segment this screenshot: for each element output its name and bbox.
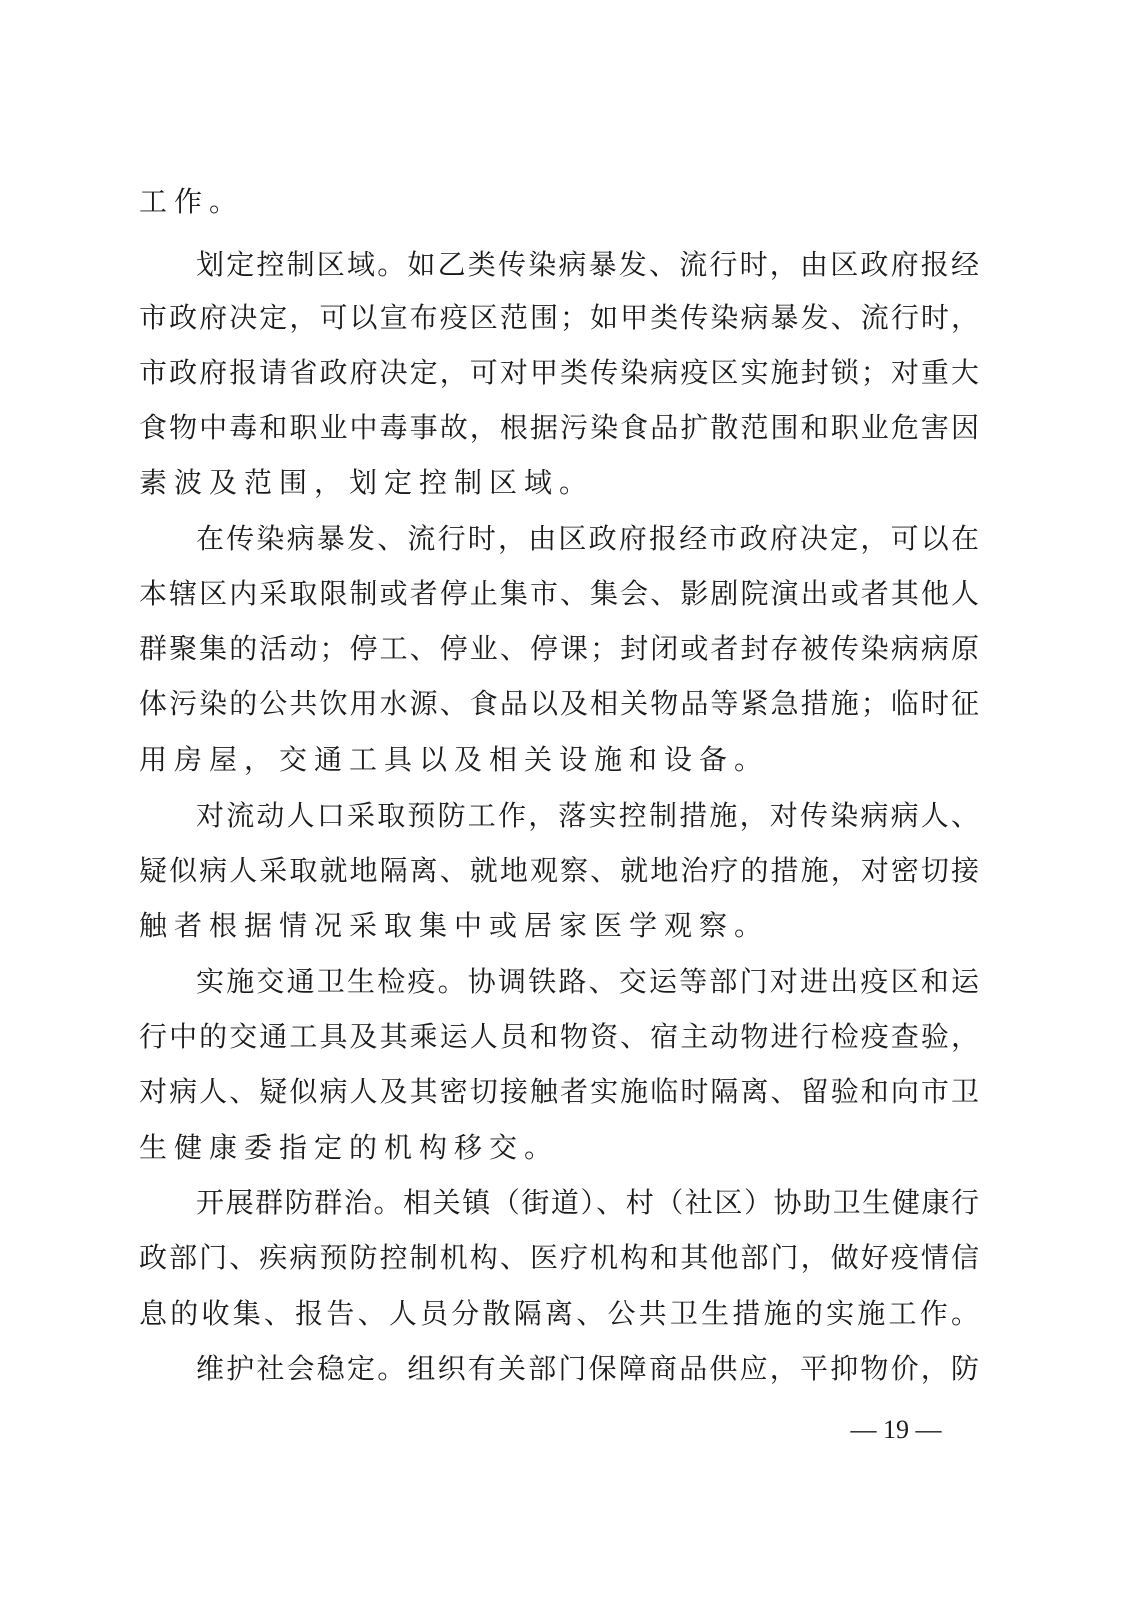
body-text-line: 行中的交通工具及其乘运人员和物资、宿主动物进行检疫查验， (139, 1020, 979, 1053)
body-text-line: 维护社会稳定。组织有关部门保障商品供应，平抑物价，防 (196, 1352, 979, 1385)
body-text-line: 群聚集的活动；停工、停业、停课；封闭或者封存被传染病病原 (139, 632, 979, 665)
page-number: — 19 — (850, 1415, 942, 1444)
body-text-line: 政部门、疾病预防控制机构、医疗机构和其他部门，做好疫情信 (139, 1241, 979, 1274)
body-text-line: 疑似病人采取就地隔离、就地观察、就地治疗的措施，对密切接 (139, 854, 979, 887)
body-text-line: 实施交通卫生检疫。协调铁路、交运等部门对进出疫区和运 (196, 965, 979, 998)
body-text-line: 食物中毒和职业中毒事故，根据污染食品扩散范围和职业危害因 (139, 411, 979, 444)
body-text-line: 市政府决定，可以宣布疫区范围；如甲类传染病暴发、流行时， (139, 301, 979, 334)
body-text-line: 市政府报请省政府决定，可对甲类传染病疫区实施封锁；对重大 (139, 356, 979, 389)
body-text-line: 在传染病暴发、流行时，由区政府报经市政府决定，可以在 (196, 522, 979, 555)
body-text-line: 息的收集、报告、人员分散隔离、公共卫生措施的实施工作。 (139, 1297, 979, 1330)
body-text-line: 对病人、疑似病人及其密切接触者实施临时隔离、留验和向市卫 (139, 1075, 979, 1108)
body-text-line: 对流动人口采取预防工作，落实控制措施，对传染病病人、 (196, 799, 979, 832)
body-text-line: 素波及范围，划定控制区域。 (139, 466, 595, 499)
body-text-line: 触者根据情况采取集中或居家医学观察。 (139, 909, 770, 942)
body-text-line: 工作。 (139, 185, 245, 218)
body-text-line: 生健康委指定的机构移交。 (139, 1131, 560, 1164)
body-text-line: 本辖区内采取限制或者停止集市、集会、影剧院演出或者其他人 (139, 577, 979, 610)
body-text-line: 划定控制区域。如乙类传染病暴发、流行时，由区政府报经 (196, 248, 979, 281)
body-text-line: 用房屋，交通工具以及相关设施和设备。 (139, 743, 770, 776)
body-text-line: 体污染的公共饮用水源、食品以及相关物品等紧急措施；临时征 (139, 687, 979, 720)
body-text-line: 开展群防群治。相关镇（街道）、村（社区）协助卫生健康行 (196, 1186, 979, 1219)
